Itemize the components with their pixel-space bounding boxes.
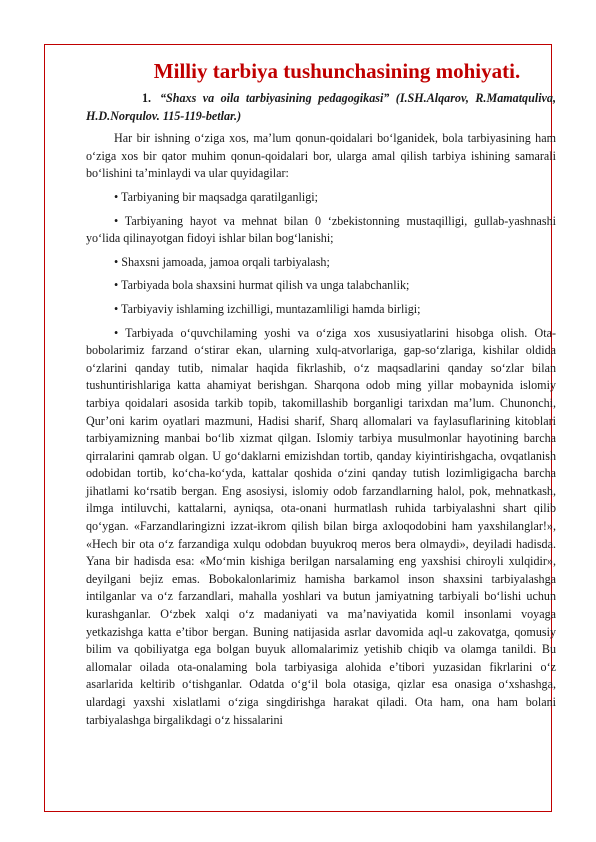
bullet-item-5: • Tarbiyaviy ishlaming izchilligi, muntazamliligi hamda birligi; — [114, 301, 421, 316]
bullet-item-2: • Tarbiyaning hayot va mehnat bilan 0 ‘zbekistonning mustaqilligi, gullab-yashnashi yo‘lida qilinayotgan fidoyi ishlar bilan bog‘lanishi; — [86, 213, 556, 246]
bullet-item-6: • Tarbiyada o‘quvchilaming yoshi va o‘ziga xos xususiyatlarini hisobga olish. Ota-bobolarimiz farzand o‘stirar ekan, ularning xulq-atvorlariga, gap-so‘zlariga, kishilar oldida o‘zlarini qanday tutib, nimalar haqida fikrlashib, o‘z maqsadlarini qanday so‘zlar bilan tushuntirishlariga katta ahamiyat berishgan. Sharqona odob ming yillar mobaynida islomiy tarbiya qoidalari asosida tarkib topib, takomillashib borganligi tarixdan ma’lum. Chunonchi, Qur’oni karim oyatlari mazmuni, Hadisi sharif, Sharq allomalari va faylasuflarining kitoblari tarbiyamizning manbai bo‘lib xizmat qilgan. Islomiy tarbiya musulmonlar hayotining barcha qirralarini qamrab olgan. U go‘daklarni emizishdan tortib, qanday kiyintirishgacha, ovqatlanish odobidan tortib, ko‘cha-ko‘yda, kattalar qoshida o‘zini qanday tutish lozimligigacha barcha jihatlami ko‘rsatib bergan. Eng asosiysi, islomiy odob farzandlarning halol, pok, mehnatkash, ilmga intiluvchi, kattalarni, ayniqsa, ota-onani hurmatlash ruhida tarbiyalashni shart qilib qo‘ygan. «Farzandlaringizni izzat-ikrom qilish bilan birga axloqodobini ham yaxshilanglar!», «Hech bir ota o‘z farzandiga xulqu odobdan buyukroq meros bera olmaydi», deyiladi hadisda. Yana bir hadisda esa: «Mo‘min kishiga berilgan narsalaming eng yaxshisi chiroyli xulqidir», deyilgani bejiz emas. Bobokalonlarimiz hamisha barkamol inson shaxsini tarbiyalashga intilganlar va o‘z farzandlari, mahalla yoshlari va butun jamiyatning tarbiyali bo‘lishi uchun kurashganlar. O‘zbek xalqi o‘z madaniyati va ma’naviyatida komil insonlami voyaga yetkazishga katta e’tibor bergan. Buning natijasida asrlar davomida aql-u zakovatga, qomusiy bilim va qobiliyatga ega bolgan buyuk allomalarimiz yetishib chiqib va olamga tanildi. Bu allomalar oilada ota-onalaming bola tarbiyasiga alohida e’tibori yuzasidan fikrlarini o‘z asarlarida keltirib o‘tishganlar. Odatda o‘g‘il bola otasiga, qizlar esa onasiga o‘xshashga, ulardagi yaxshi xislatlami o‘ziga singdirishga harakat qiladi. Ota ham, ona ham bolani tarbiyalashga birgalikdagi o‘z hissalarini — [86, 325, 556, 727]
bullet-item-1: • Tarbiyaning bir maqsadga qaratilganligi; — [114, 189, 318, 204]
bullet-item-3: • Shaxsni jamoada, jamoa orqali tarbiyalash; — [114, 254, 330, 269]
reference-text: “Shaxs va oila tarbiyasining pedagogikasi” (I.SH.Alqarov, R.Mamatquliva, H.D.Norqulov. 115-119-betlar.) — [86, 91, 556, 123]
document-body — [86, 58, 556, 729]
intro-paragraph: Har bir ishning o‘ziga xos, ma’lum qonun-qoidalari bo‘lganidek, bola tarbiyasining ham o‘ziga xos bir qator muhim qonun-qoidalari bor, ularga amal qilish tarbiya ishining samarali bo‘lishini ta’minlaydi va ular quyidagilar: — [86, 131, 556, 181]
reference-number: 1. — [142, 91, 152, 105]
page-title: Milliy tarbiya tushunchasining mohiyati. — [153, 59, 521, 83]
bullet-item-4: • Tarbiyada bola shaxsini hurmat qilish va unga talabchanlik; — [114, 278, 410, 293]
reference-line — [86, 90, 556, 125]
